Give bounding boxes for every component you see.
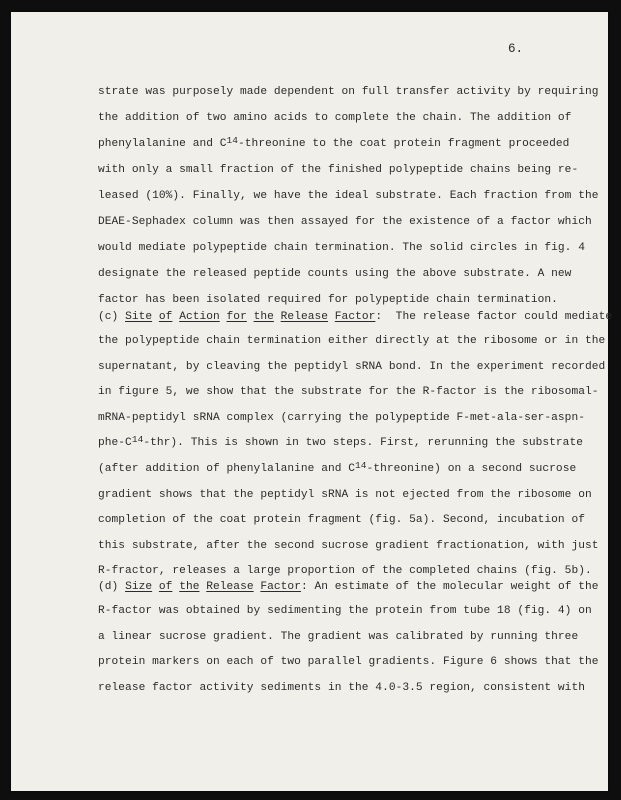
section-c-line: completion of the coat protein fragment (fig. 5a). Second, incubation of [98,514,585,527]
section-c-line: this substrate, after the second sucrose gradient fractionation, with just [98,539,599,552]
section-d-line: R-factor was obtained by sedimenting the protein from tube 18 (fig. 4) on [98,605,592,617]
section-heading-word: of [158,311,173,323]
section-text: An estimate of the molecular weight of the [307,581,599,593]
section-d-heading-line: (d) Size of the Release Factor: An estimate of the molecular weight of the [98,581,599,593]
section-label: (c) [98,311,126,323]
section-c-line: mRNA-peptidyl sRNA complex (carrying the polypeptide F-met-ala-ser-aspn- [98,411,585,424]
section-heading-word: Release [280,311,329,323]
document-page [11,12,613,791]
section-heading-word: Site [125,311,153,323]
section-heading-word: Size [125,581,153,593]
section-heading-word: the [253,311,274,323]
paragraph-1-line: would mediate polypeptide chain termination. The solid circles in fig. 4 [98,242,585,254]
superscript-14: 14 [131,434,144,446]
section-heading-word: Release [206,581,254,593]
paragraph-1-line: phenylalanine and $C^{14}$-threonine to the coat protein fragment proceeded [98,135,570,150]
paragraph-1-line: DEAE-Sephadex column was then assayed for the existence of a factor which [98,216,592,228]
section-heading-word: of [158,581,173,593]
superscript-14: 14 [355,460,367,471]
section-c-line: gradient shows that the peptidyl sRNA is not ejected from the ribosome on [98,488,592,501]
page-number: 6. [508,42,524,56]
section-text: The release factor could mediate [382,311,613,323]
section-heading-word: for [226,311,247,323]
section-label: (d) [98,581,126,593]
paragraph-1-line: strate was purposely made dependent on full transfer activity by requiring [98,86,599,98]
section-d-line: protein markers on each of two parallel gradients. Figure 6 shows that the [98,656,599,669]
section-c-line: phe-$C^{14}-thr$). This is shown in two steps. First, rerunning the substrate [98,434,583,450]
paragraph-1-line: factor has been isolated required for polypeptide chain termination. [98,294,558,306]
section-c-line: R-fractor, releases a large proportion of the completed chains (fig. 5b). [98,565,592,578]
section-heading-word: the [179,581,200,593]
section-d-line: a linear sucrose gradient. The gradient was calibrated by running three [98,630,579,643]
section-heading-word: Action [179,311,220,323]
paragraph-1-line: leased (10%). Finally, we have the ideal substrate. Each fraction from the [98,190,599,202]
superscript-14: 14 [226,135,239,146]
paragraph-1-line: the addition of two amino acids to complete the chain. The addition of [98,112,572,124]
section-d-line: release factor activity sediments in the 4.0-3.5 region, consistent with [98,681,585,694]
section-heading-word: Factor [260,581,301,593]
section-c-line: supernatant, by cleaving the peptidyl sRNA bond. In the experiment recorded [98,360,606,373]
paragraph-1-line: designate the released peptide counts using the above substrate. A new [98,268,572,280]
section-heading-word: Factor [334,311,376,323]
section-c-line: (after addition of phenylalanine and $C^{14}-threonine$) on a second sucrose [98,460,577,475]
section-c-line: the polypeptide chain termination either directly at the ribosome or in the [98,335,606,347]
section-c-heading-line: (c) Site of Action for the Release Factor: The release factor could mediate [98,311,613,323]
paragraph-1-line: with only a small fraction of the finished polypeptide chains being re- [98,164,579,176]
section-c-line: in figure 5, we show that the substrate for the R-factor is the ribosomal- [98,386,599,399]
